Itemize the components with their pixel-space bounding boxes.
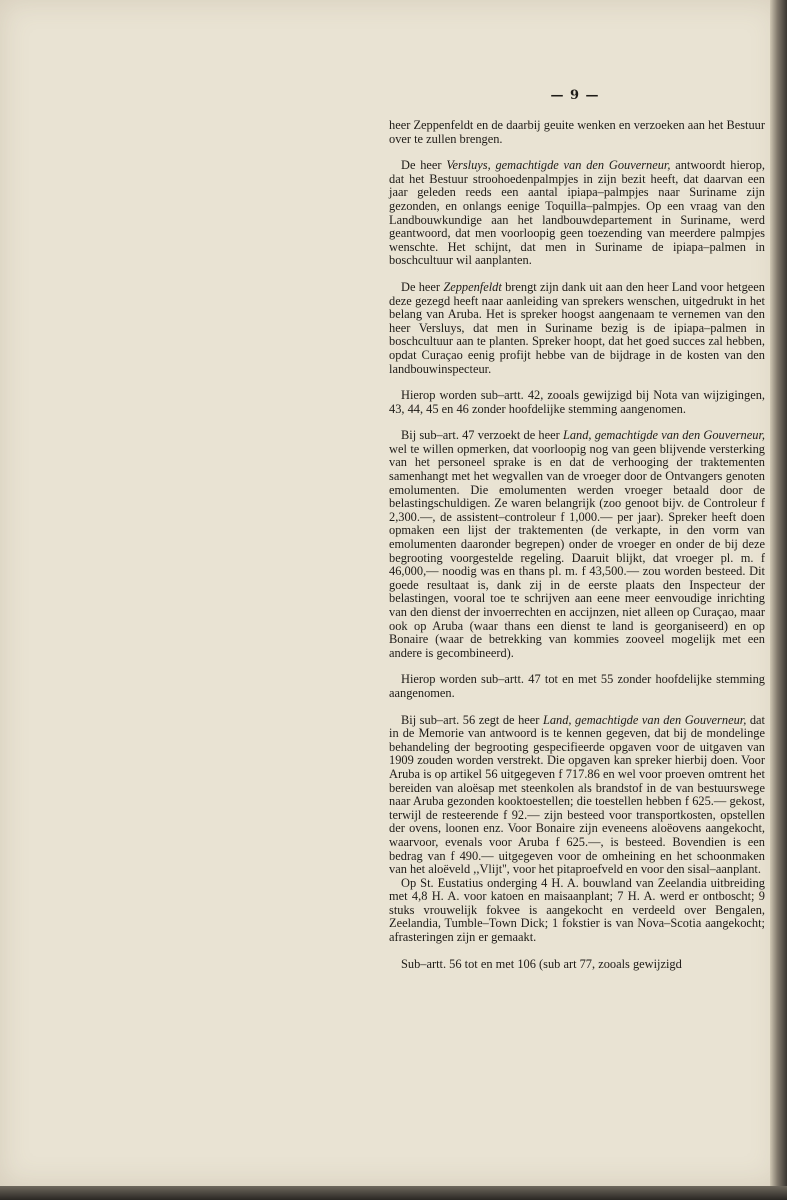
paragraph-6: Hierop worden sub–artt. 47 tot en met 55 zonder hoofdelijke stemming aangenomen.	[389, 672, 765, 700]
paragraph-2-lead: De heer	[401, 158, 447, 173]
paragraph-7-lead: Bij sub–art. 56 zegt de heer	[401, 712, 543, 727]
paragraph-8: Op St. Eustatius onderging 4 H. A. bouwland van Zeelandia uitbreiding met 4,8 H. A. voor katoen en maisaanplant; 7 H. A. werd er ontboscht; 9 stuks vrouwelijk fokvee is aangekocht en verdeeld over Bengalen, Zeelandia, Tumble–Town Dick; 1 fokstier is van Nova–Scotia aangekocht; afrasteringen zijn er gemaakt.	[389, 875, 765, 945]
paragraph-1: heer Zeppenfeldt en de daarbij geuite wenken en verzoeken aan het Bestuur over te zullen brengen.	[389, 118, 765, 146]
paragraph-5-lead: Bij sub–art. 47 verzoekt de heer	[401, 428, 563, 443]
paragraph-5-body: wel te willen opmerken, dat voorloopig nog van geen blijvende versterking van het personeel sprake is en dat de verhooging der traktementen samenhangt met het wegvallen van de vroeger door de Ontvangers genoten emolumenten. Die emolumenten werden vroeger betaald door de belastingschuldigen. Ze waren belangrijk (zoo genoot bijv. de Controleur f 2,300.—, de assistent–controleur f 1,000.— per jaar). Spreker heeft doen opmaken een lijst der traktementen (de verkapte, in den vorm van emolumenten daaronder begrepen) onder de vroeger en onder de bij deze begrooting voorgestelde regeling. Daaruit blijkt, dat vroeger pl. m. f 46,000,— noodig was en thans pl. m. f 43,500.— zou worden besteed. Dit goede resultaat is, dank zij in de eerste plaats den Inspecteur der belastingen, vooral toe te schrijven aan eene meer eenvoudige inrichting van den dienst der invoerrechten en accijnzen, niet alleen op Curaçao, maar ook op Aruba (waar thans een dienst te land is georganiseerd) en op Bonaire (waar de betrekking van kommies zooveel mogelijk met een andere is gecombineerd).	[389, 441, 765, 660]
speaker-land-1: Land, gemachtigde van den Gouverneur,	[562, 428, 765, 443]
speaker-versluys: Versluys, gemachtigde van den Gouverneur,	[446, 158, 671, 173]
body-text	[389, 119, 765, 971]
page-number: — 9 —	[550, 88, 600, 103]
paragraph-7	[389, 714, 765, 877]
speaker-zeppenfeldt: Zeppenfeldt	[443, 279, 502, 294]
paragraph-3	[389, 281, 765, 376]
paragraph-3-body: brengt zijn dank uit aan den heer Land voor hetgeen deze gezegd heeft naar aanleiding van sprekers wenschen, uitgedrukt in het belang van Aruba. Het is spreker hoogst aangenaam te vernemen van den heer Versluys, dat men in Suriname bezig is de ipiapa–palmen in boschcultuur aan te planten. Spreker hoopt, dat het goed succes zal hebben, opdat Curaçao eenig profijt hebbe van de bijdrage in de kosten van den landbouwinspecteur.	[389, 279, 765, 376]
paragraph-3-lead: De heer	[401, 279, 444, 294]
speaker-land-2: Land, gemachtigde van den Gouverneur,	[542, 712, 747, 727]
page-edge-right	[770, 0, 787, 1200]
paragraph-2	[389, 159, 765, 268]
paragraph-7-body: dat in de Memorie van antwoord is te kennen gegeven, dat bij de mondelinge behandeling der begrooting gespecifieerde opgaven voor de uitgaven van 1909 zouden worden verstrekt. Die opgaven kan spreker hierbij doen. Voor Aruba is op artikel 56 uitgegeven f 717.86 en wel voor proeven omtrent het bereiden van aloësap met steenkolen als brandstof in de van bestuurswege naar Aruba gezonden kooktoestellen; die toestellen hebben f 625.— gekost, terwijl de resteerende f 92.— zijn besteed voor transportkosten, opstellen der ovens, loonen enz. Voor Bonaire zijn eveneens aloëovens aangekocht, waarvoor, evenals voor Aruba f 625.—, is besteed. Bovendien is een bedrag van f 490.— uitgegeven voor de omheining en het schoonmaken van het aloëveld ,,Vlijt'', voor het pitaproefveld en voor den sisal–aanplant.	[389, 712, 765, 877]
paragraph-9: Sub–artt. 56 tot en met 106 (sub art 77, zooals gewijzigd	[401, 956, 682, 971]
paragraph-5	[389, 429, 765, 660]
paragraph-4: Hierop worden sub–artt. 42, zooals gewijzigd bij Nota van wijzigingen, 43, 44, 45 en 46 zonder hoofdelijke stemming aangenomen.	[389, 388, 765, 416]
page-edge-bottom	[0, 1186, 787, 1200]
paragraph-2-body: antwoordt hierop, dat het Bestuur stroohoedenpalmpjes in zijn bezit heeft, dat daarvan een jaar geleden reeds een aantal ipiapa–palmpjes naar Suriname zijn gezonden, en onlangs eenige Toquilla–palmpjes. Op een vraag van den Landbouwkundige aan het landbouwdepartement in Suriname, werd geantwoord, dat men voorloopig geen toezending van meerdere palmpjes wenschte. Het schijnt, dat men in Suriname de ipiapa–palmen in boschcultuur wil aanplanten.	[389, 158, 765, 268]
